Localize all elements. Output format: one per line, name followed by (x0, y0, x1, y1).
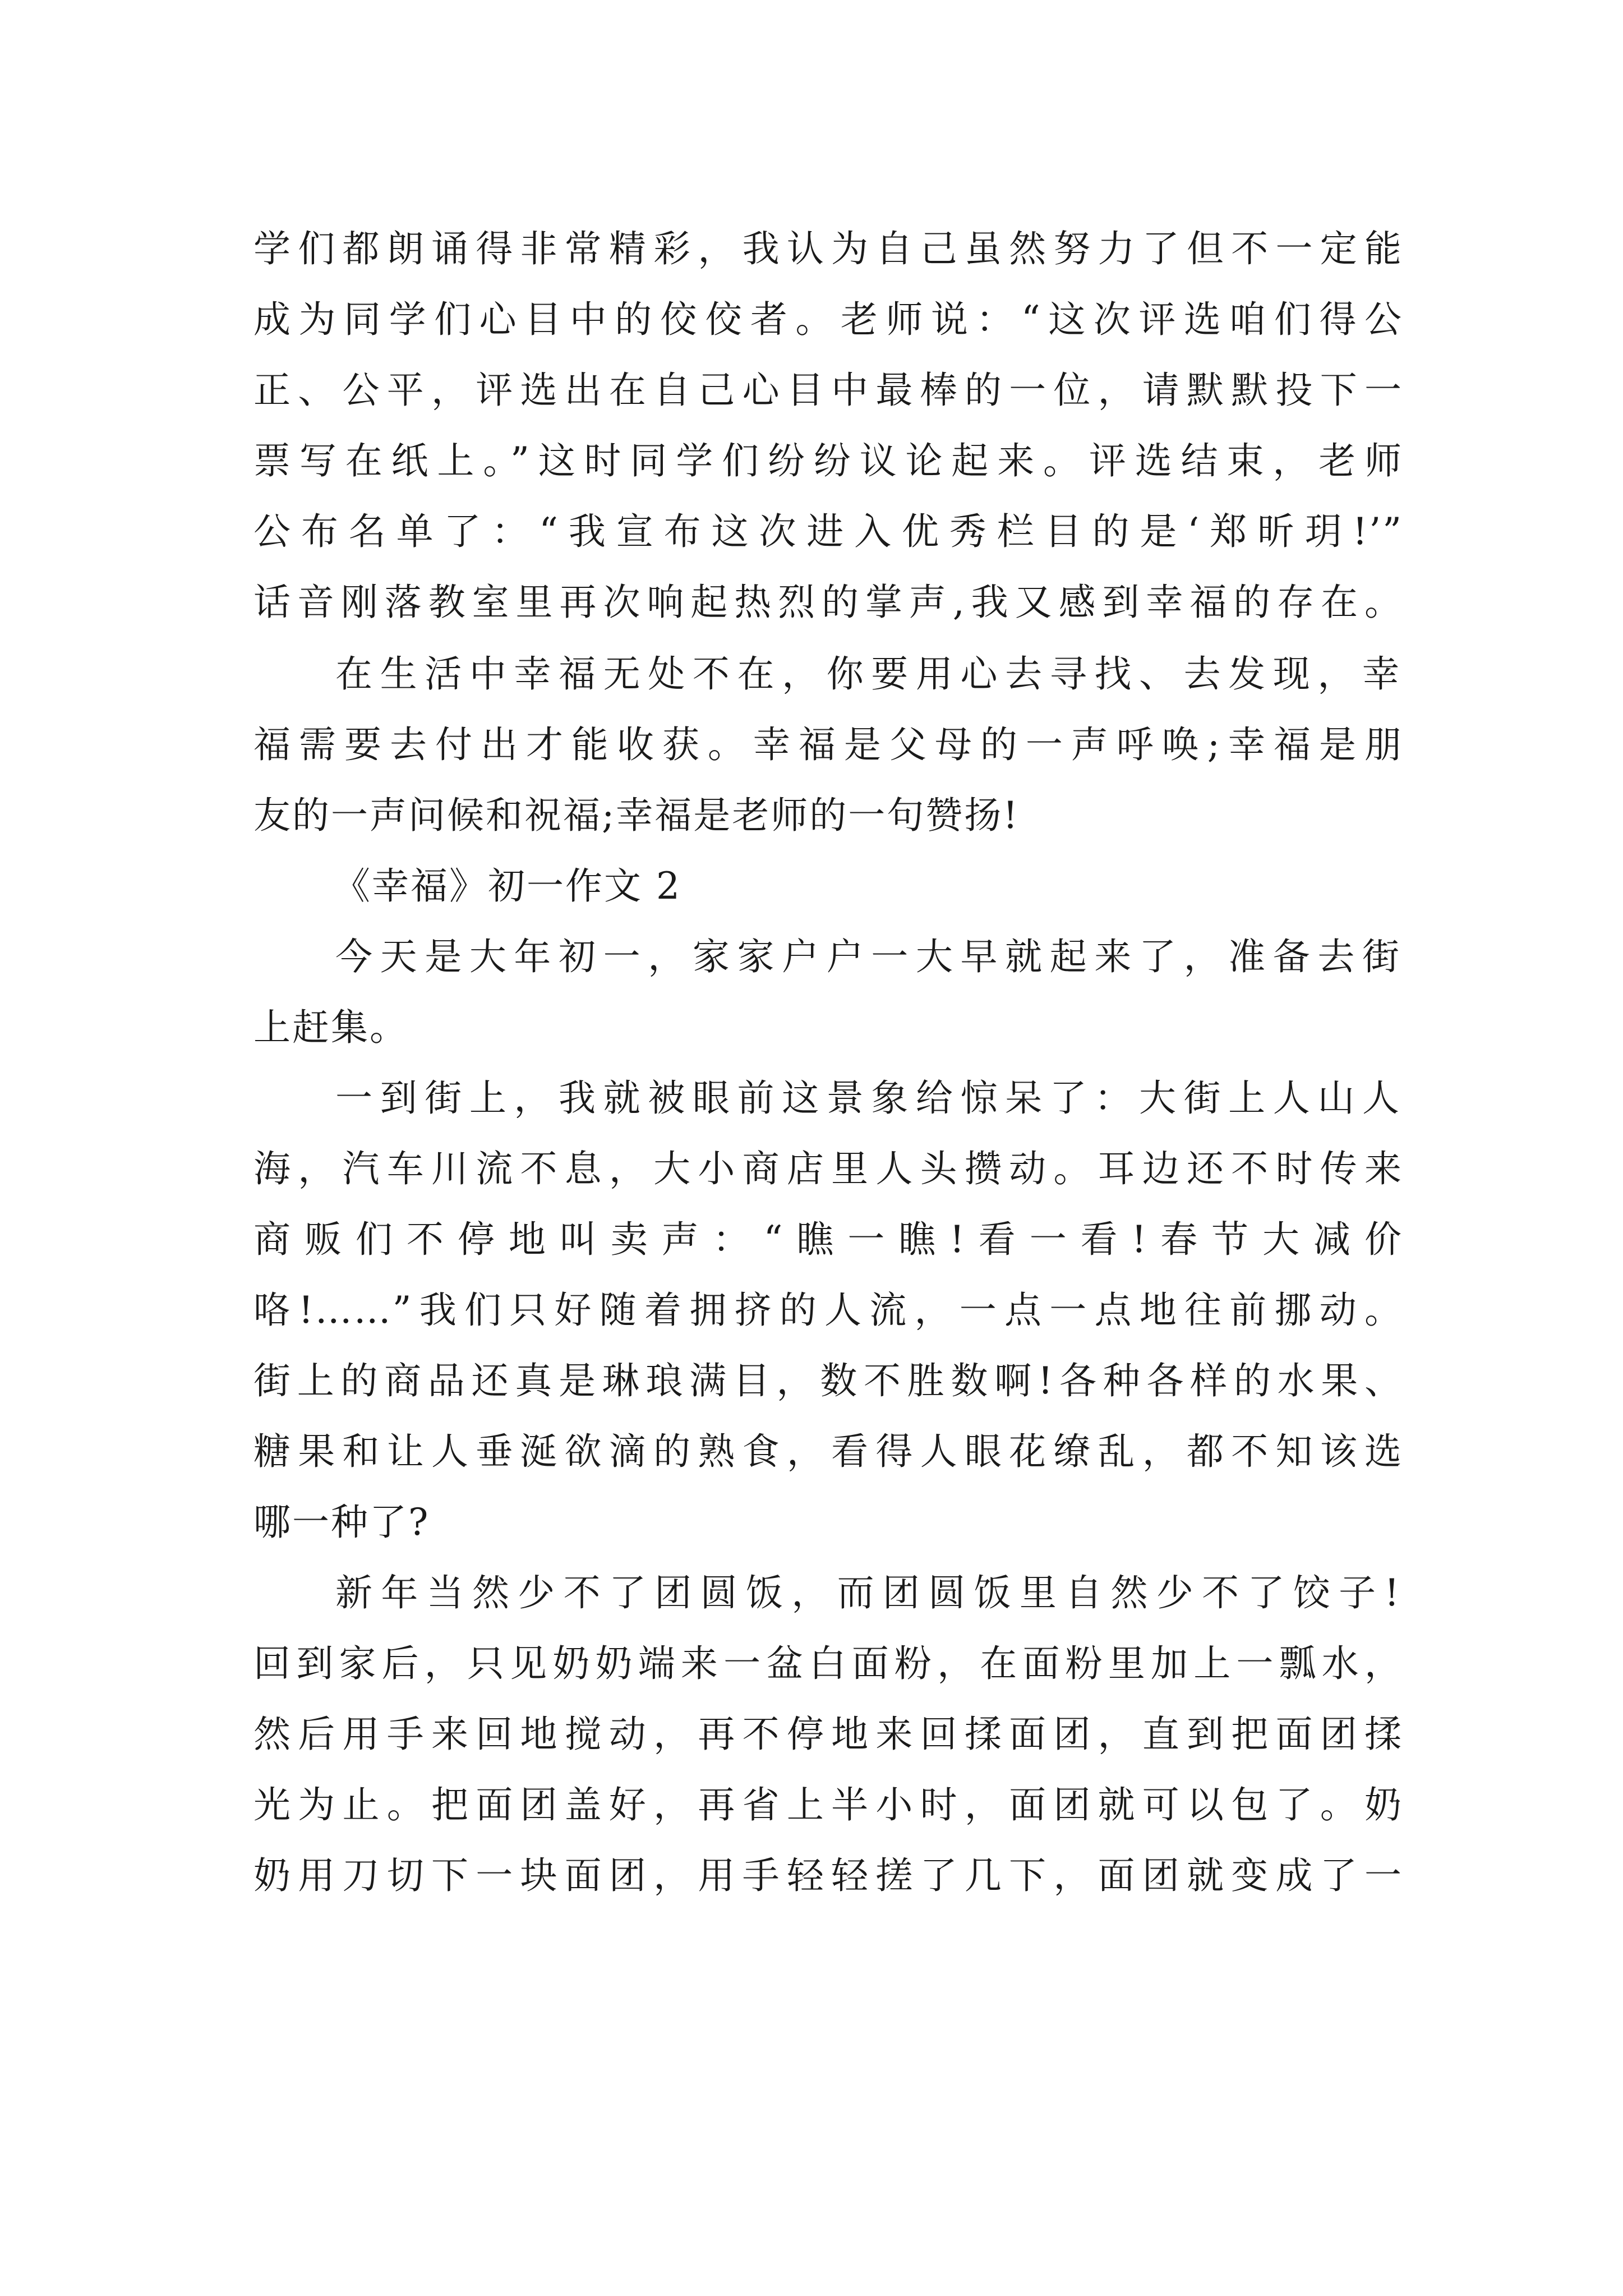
text-line: 奶用刀切下一块面团，用手轻轻搓了几下，面团就变成了一 (253, 1854, 1403, 1897)
text-line: 咯!……”我们只好随着拥挤的人流，一点一点地往前挪动。 (253, 1289, 1403, 1332)
text-line: 学们都朗诵得非常精彩，我认为自己虽然努力了但不一定能 (253, 227, 1403, 270)
paragraph-first-line: 在生活中幸福无处不在，你要用心去寻找、去发现，幸 (335, 652, 1401, 696)
text-line: 商贩们不停地叫卖声：“瞧一瞧!看一看!春节大减价 (253, 1218, 1403, 1261)
text-line: 海，汽车川流不息，大小商店里人头攒动。耳边还不时传来 (253, 1147, 1403, 1190)
text-line: 街上的商品还真是琳琅满目，数不胜数啊!各种各样的水果、 (253, 1359, 1403, 1402)
paragraph-first-line: 今天是大年初一，家家户户一大早就起来了，准备去街 (335, 935, 1401, 978)
paragraph-last-line: 哪一种了? (253, 1501, 430, 1544)
text-line: 回到家后，只见奶奶端来一盆白面粉，在面粉里加上一瓢水， (253, 1642, 1403, 1685)
paragraph-last-line: 友的一声问候和祝福;幸福是老师的一句赞扬! (253, 794, 1020, 837)
text-line: 福需要去付出才能收获。幸福是父母的一声呼唤;幸福是朋 (253, 723, 1403, 766)
text-line: 话音刚落教室里再次响起热烈的掌声,我又感到幸福的存在。 (253, 581, 1403, 624)
paragraph-last-line: 上赶集。 (253, 1006, 408, 1049)
text-line: 光为止。把面团盖好，再省上半小时，面团就可以包了。奶 (253, 1783, 1403, 1826)
text-line: 糖果和让人垂涎欲滴的熟食，看得人眼花缭乱，都不知该选 (253, 1430, 1403, 1473)
section-heading: 《幸福》初一作文 2 (333, 864, 681, 908)
text-line: 然后用手来回地搅动，再不停地来回揉面团，直到把面团揉 (253, 1713, 1403, 1756)
paragraph-first-line: 一到街上，我就被眼前这景象给惊呆了：大街上人山人 (335, 1076, 1401, 1120)
paragraph-first-line: 新年当然少不了团圆饭，而团圆饭里自然少不了饺子! (335, 1571, 1401, 1614)
text-line: 票写在纸上。”这时同学们纷纷议论起来。评选结束，老师 (253, 439, 1403, 482)
text-line: 正、公平，评选出在自己心目中最棒的一位，请默默投下一 (253, 369, 1403, 412)
text-line: 成为同学们心目中的佼佼者。老师说：“这次评选咱们得公 (253, 298, 1403, 341)
text-line: 公布名单了：“我宣布这次进入优秀栏目的是‘郑昕玥!’” (253, 510, 1403, 553)
